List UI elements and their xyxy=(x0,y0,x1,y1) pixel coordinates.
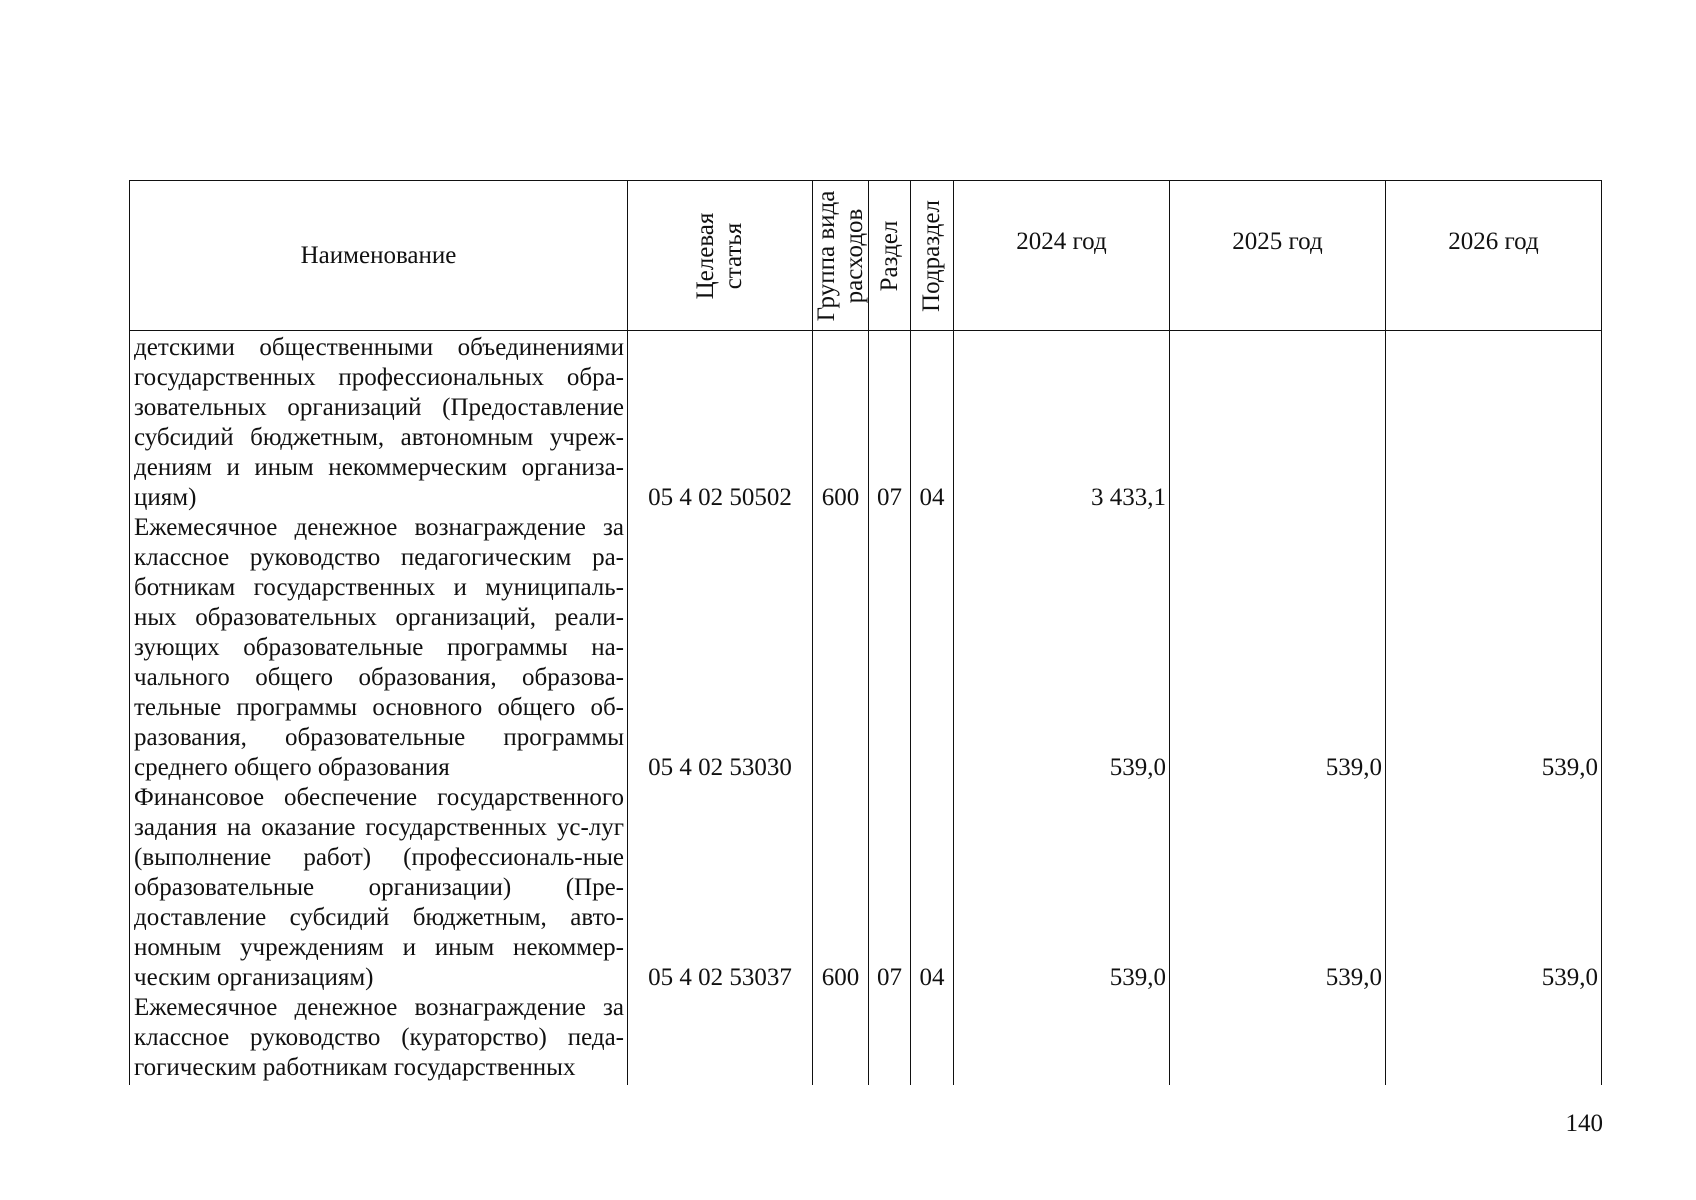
row-2-2025: 539,0 xyxy=(1325,754,1382,781)
row-3-target: 05 4 02 53037 xyxy=(648,964,792,991)
table-header-row xyxy=(130,181,1602,331)
row-3-name: Финансовое обеспечение государственного задания на оказание государственных ус-луг (выполнение работ) (профессиональ-ные образовательные организации) (Пре-доставление субсидий бюджетным, авто-номным учреждениям и иным некоммер-ческим организациям) xyxy=(134,784,624,991)
header-year-2024 xyxy=(954,181,1170,331)
header-year-2025-label: 2025 год xyxy=(1232,227,1323,255)
row-2-name: Ежемесячное денежное вознаграждение за классное руководство педагогическим ра-ботникам государственных и муниципаль-ных образовательных организаций, реали-зующих образовательные программы на-чального общего образования, образова-тельные программы основного общего об-разования, образовательные программы среднего общего образования xyxy=(134,514,624,781)
header-group-line1: Группа вида xyxy=(812,190,840,321)
row-3-2026: 539,0 xyxy=(1541,964,1598,991)
header-year-2024-label: 2024 год xyxy=(1016,227,1107,255)
header-podrazdel xyxy=(911,181,954,331)
header-target-article xyxy=(628,181,813,331)
row-4-name: Ежемесячное денежное вознаграждение за классное руководство (кураторство) педа-гогическим работникам государственных xyxy=(134,994,624,1081)
podrazdel-cell xyxy=(911,331,954,1086)
budget-table xyxy=(129,180,1602,1085)
expense-group-cell xyxy=(813,331,869,1086)
target-article-cell xyxy=(628,331,813,1086)
year-2025-cell xyxy=(1170,331,1386,1086)
row-1-name: детскими общественными объединениями государственных профессиональных обра-зовательных организаций (Предоставление субсидий бюджетным, автономным учреж-дениям и иным некоммерческим организа-циям) xyxy=(134,334,624,511)
header-year-2026-label: 2026 год xyxy=(1448,227,1539,255)
row-1-group: 600 xyxy=(821,484,860,511)
row-2-2024: 539,0 xyxy=(1109,754,1166,781)
table-body-row xyxy=(130,331,1602,1086)
header-year-2026 xyxy=(1386,181,1602,331)
row-3-razdel: 07 xyxy=(877,964,902,991)
row-2-target: 05 4 02 53030 xyxy=(648,754,792,781)
header-razdel xyxy=(869,181,911,331)
header-year-2025 xyxy=(1170,181,1386,331)
row-1-target: 05 4 02 50502 xyxy=(648,484,792,511)
header-target-line2: статья xyxy=(720,222,747,289)
year-2026-cell xyxy=(1386,331,1602,1086)
header-name-label: Наименование xyxy=(300,241,457,269)
row-3-2025: 539,0 xyxy=(1325,964,1382,991)
razdel-cell xyxy=(869,331,911,1086)
row-1-2024: 3 433,1 xyxy=(1091,484,1166,511)
row-1-podrazdel: 04 xyxy=(919,484,945,511)
header-target-line1: Целевая xyxy=(692,212,719,299)
page-number: 140 xyxy=(1565,1110,1603,1137)
header-razdel-label: Раздел xyxy=(875,220,903,291)
header-name xyxy=(130,181,628,331)
row-3-group: 600 xyxy=(821,964,860,991)
row-1-razdel: 07 xyxy=(877,484,902,511)
header-expense-group xyxy=(813,181,869,331)
year-2024-cell xyxy=(954,331,1170,1086)
row-2-2026: 539,0 xyxy=(1541,754,1598,781)
header-podrazdel-label: Подраздел xyxy=(918,199,945,312)
names-cell xyxy=(130,331,628,1086)
header-group-line2: расходов xyxy=(840,208,868,303)
row-3-podrazdel: 04 xyxy=(919,964,945,991)
row-3-2024: 539,0 xyxy=(1109,964,1166,991)
